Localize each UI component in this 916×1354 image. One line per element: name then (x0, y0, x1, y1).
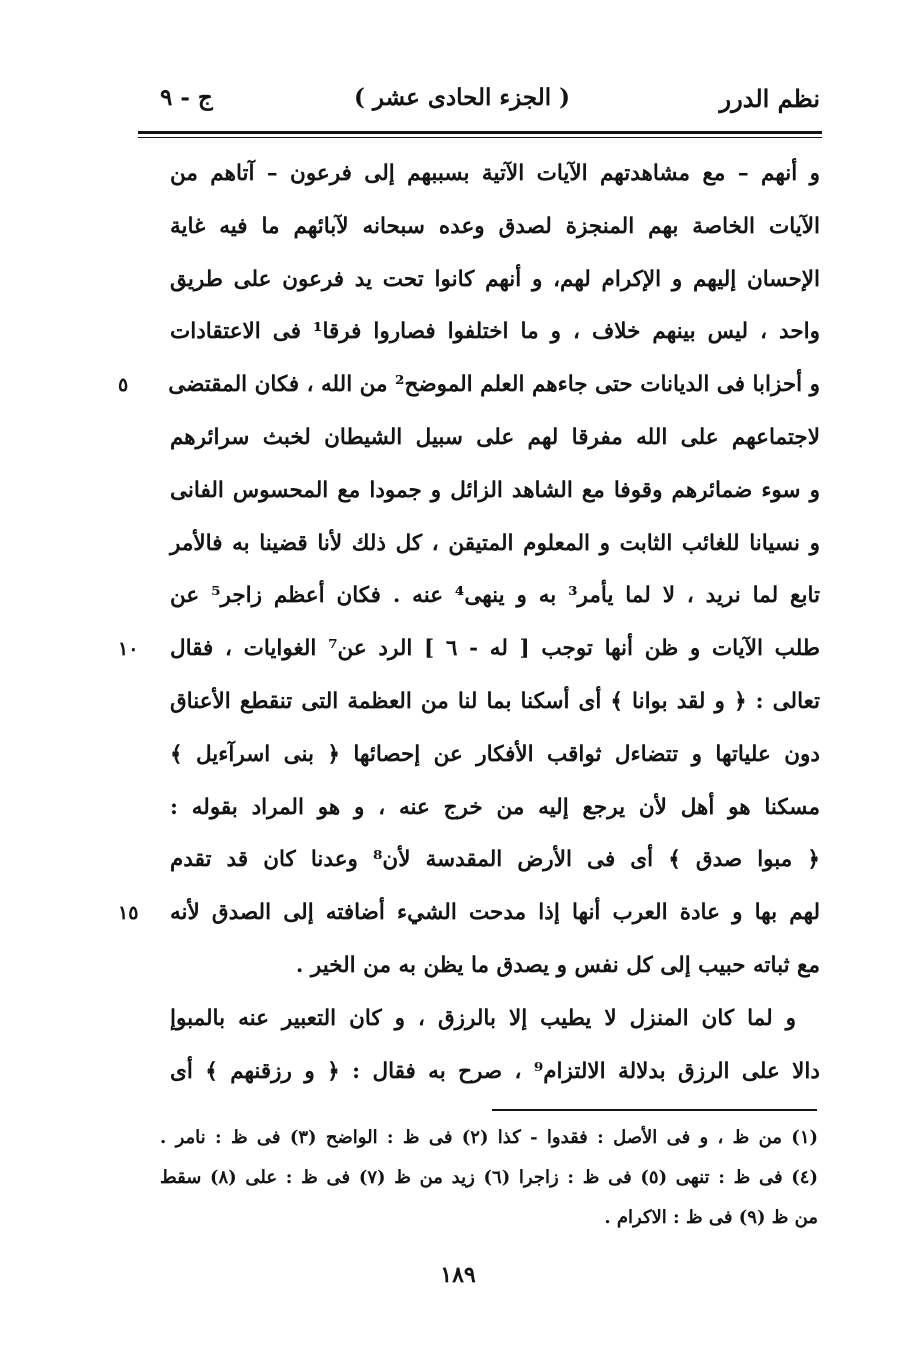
header-rule-thick (138, 131, 822, 134)
text-line: ﴿ مبوا صدق ﴾ أى فى الأرض المقدسة لأن⁸ وعدنا كان قد تقدم (170, 847, 820, 873)
footnote-separator (492, 1109, 817, 1111)
line-marker-5: ٥ (118, 374, 129, 397)
text-line-15 (118, 887, 820, 940)
text-line-content: و أحزابا فى الديانات حتى جاءهم العلم الموضح² من الله ، فكان المقتضى (168, 372, 820, 398)
part-label: ( الجزء الحادى عشر ) (354, 84, 570, 111)
book-title: نظم الدرر (719, 84, 820, 113)
text-line: دون علياتها و تتضاءل ثواقب الأفكار عن إحصائها ﴿ بنى اسرآءيل ﴾ (170, 741, 820, 767)
main-text (118, 148, 820, 1098)
text-line: و أنهم – مع مشاهدتهم الآيات الآتية بسببهم إلى فرعون – آتاهم من (170, 161, 820, 186)
text-line-5 (118, 359, 820, 412)
footnotes (160, 1118, 818, 1238)
text-line: و سوء ضمائرهم وقوفا مع الشاهد الزائل و جمودا مع المحسوس الفانى (170, 477, 820, 503)
text-line: واحد ، ليس بينهم خلاف ، و ما اختلفوا فصاروا فرقا¹ فى الاعتقادات (170, 319, 820, 345)
text-line: و نسيانا للغائب الثابت و المعلوم المتيقن ، كل ذلك لأنا قضينا به فالأمر (170, 530, 820, 556)
text-line-10 (118, 623, 820, 676)
header-rule-thin (138, 137, 822, 138)
text-line: و لما كان المنزل لا يطيب إلا بالرزق ، و كان التعبير عنه بالمبوإ (170, 1005, 796, 1031)
volume-reference: ج - ٩ (160, 84, 213, 111)
text-line: الإحسان إليهم و الإكرام لهم، و أنهم كانوا تحت يد فرعون على طريق (170, 266, 820, 292)
footnote-line: (٤) فى ظ : تنهى (٥) فى ظ : زاجرا (٦) زيد من ظ (٧) فى ظ : على (٨) سقط (160, 1167, 818, 1188)
running-header (140, 80, 820, 124)
page-number: ١٨٩ (440, 1262, 476, 1288)
text-line: مسكنا هو أهل لأن يرجع إليه من خرج عنه ، و هو المراد بقوله : (170, 794, 820, 820)
text-line-content: طلب الآيات و ظن أنها توجب [ له - ٦ ] الرد عن⁷ الغوايات ، فقال (170, 636, 820, 662)
text-line-content: لهم بها و عادة العرب أنها إذا مدحت الشيء أضافته إلى الصدق لأنه (170, 900, 820, 926)
footnote-line: (١) من ظ ، و فى الأصل : فقدوا - كذا (٢) فى ظ : الواضح (٣) فى ظ : نامر . (160, 1127, 819, 1148)
text-line: تابع لما نريد ، لا لما يأمر³ به و ينهى⁴ عنه . فكان أعظم زاجر⁵ عن (170, 583, 820, 609)
line-marker-10: ١٠ (118, 638, 139, 661)
text-line: تعالى : ﴿ و لقد بوانا ﴾ أى أسكنا بما لنا من العظمة التى تنقطع الأعناق (170, 688, 820, 714)
footnote-line: من ظ (٩) فى ظ : الاكرام . (604, 1207, 818, 1228)
line-marker-15: ١٥ (118, 902, 139, 925)
text-line: دالا على الرزق بدلالة الالتزام⁹ ، صرح به فقال : ﴿ و رزقنهم ﴾ أى (170, 1058, 820, 1084)
text-line: الآيات الخاصة بهم المنجزة لصدق وعده سبحانه لآبائهم ما فيه غاية (170, 213, 820, 239)
text-line: مع ثباته حبيب إلى كل نفس و يصدق ما يظن به من الخير . (295, 952, 820, 978)
text-line: لاجتماعهم على الله مفرقا لهم على سبيل الشيطان لخبث سرائرهم (170, 424, 820, 450)
